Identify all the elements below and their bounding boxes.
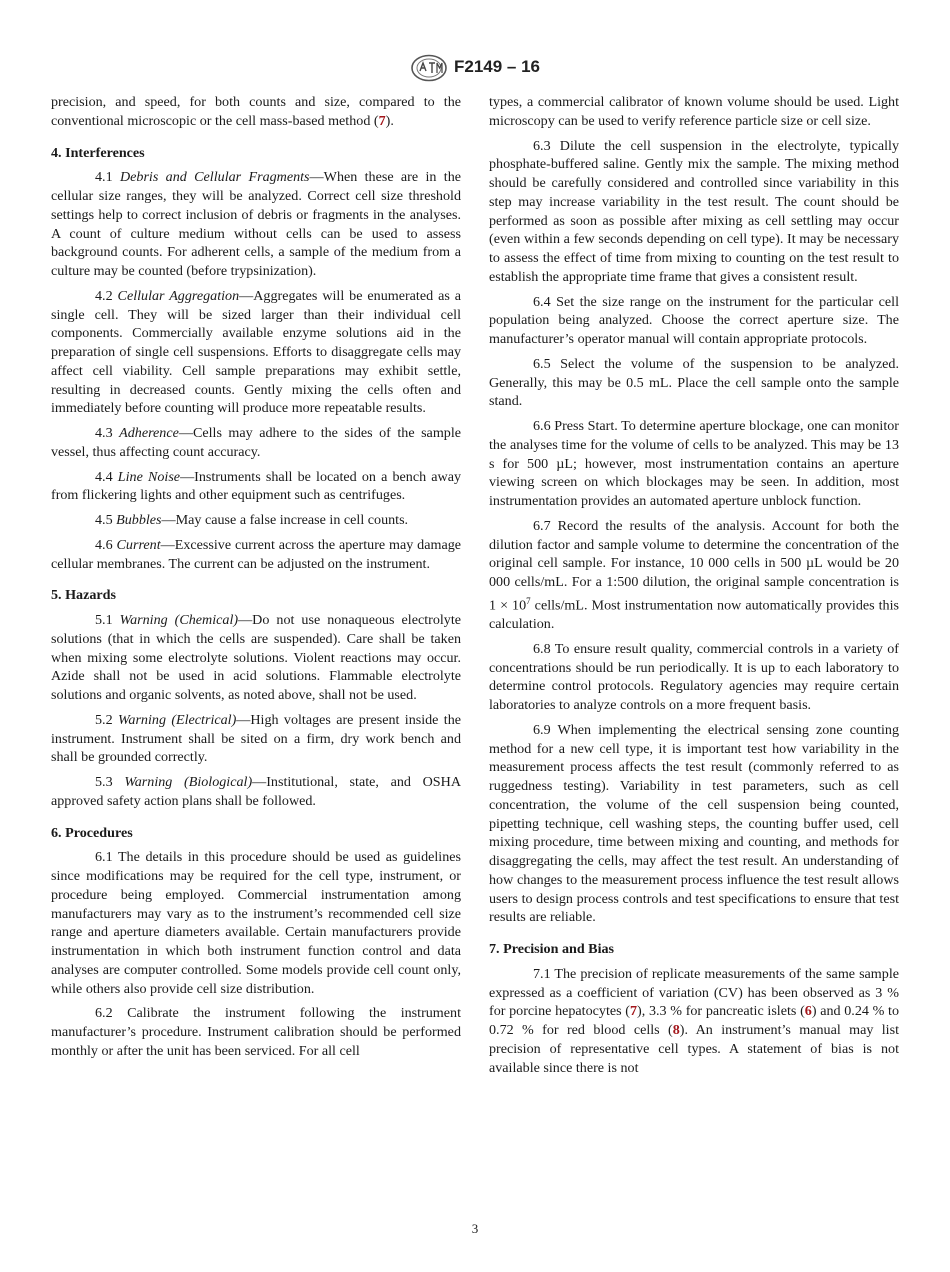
paragraph-4-3: 4.3 Adherence—Cells may adhere to the sides of the sample vessel, thus affecting count accuracy. <box>51 425 461 460</box>
reference-link[interactable]: 8 <box>672 1022 680 1039</box>
paragraph-6-4: 6.4 Set the size range on the instrument for the particular cell population being analyzed. Choose the correct aperture size. The manufacturer’s operator manual will contain appropriate protocols. <box>489 293 899 347</box>
page-number: 3 <box>471 1221 479 1236</box>
section-heading-precision-bias: 7. Precision and Bias <box>489 941 615 958</box>
reference-link[interactable]: 6 <box>804 1003 812 1020</box>
section-heading-hazards: 5. Hazards <box>51 587 116 604</box>
paragraph-4-5: 4.5 Bubbles—May cause a false increase in cell counts. <box>95 512 409 528</box>
reference-link[interactable]: 7 <box>378 112 386 129</box>
paragraph-4-4: 4.4 Line Noise—Instruments shall be located on a bench away from flickering lights and other equipment such as centrifuges. <box>51 468 462 504</box>
paragraph-5-2: 5.2 Warning (Electrical)—High voltages are present inside the instrument. Instrument shall be sited on a firm, dry work bench and shall be grounded correctly. <box>51 711 461 766</box>
paragraph-6-7: 6.7 Record the results of the analysis. Account for both the dilution factor and sample volume to determine the concentration of the original cell sample. For instance, 10 000 cells in 500 µL would be 20 000 cells/mL. For a 1:500 dilution, the original sample concentration is $1 \times 10^7$ cells/mL. Most instrumentation now automatically provides this calculation. <box>489 517 900 633</box>
paragraph-4-2: 4.2 Cellular Aggregation—Aggregates will be enumerated as a single cell. They will be sized larger than their individual cell components. Commercially available enzyme solutions aid in the preparation of single cell suspensions. Efforts to disaggregate cells may affect cell viability. Cell sample preparations may exhibit settle, resulting in decreased counts. Gently mixing the cells often and immediately before counting will produce more repeatable results. <box>51 287 461 417</box>
paragraph-5-3: 5.3 Warning (Biological)—Institutional, state, and OSHA approved safety action plans shall be followed. <box>51 774 462 809</box>
paragraph-6-2: 6.2 Calibrate the instrument following the instrument manufacturer’s procedure. Instrument calibration should be performed monthly or after the unit has been serviced. For all cell <box>51 1005 461 1059</box>
paragraph-6-6: 6.6 Press Start. To determine aperture blockage, one can monitor the analyses time for the volume of cells to be analyzed. This may be 13 s for 500 µL; however, most instrumentation contains an aperture viewing screen on which blockages may be seen. In addition, most instrumentation provides an automated aperture unblock function. <box>489 418 899 509</box>
paragraph-6-1: 6.1 The details in this procedure should be used as guidelines since modifications may be required for the cell type, instrument, or procedure being employed. Commercial instrumentation among manufacturers may vary as to the instrument’s recommended cell size range and aperture diameters available. Certain manufacturers provide instrumentation in which both instrument function control and data analyses are computer controlled. Some models provide cell count only, while others also provide cell size distribution. <box>51 849 461 997</box>
reference-link[interactable]: 7 <box>630 1003 638 1020</box>
paragraph-5-1: 5.1 Warning (Chemical)—Do not use nonaqueous electrolyte solutions (that in which the cells are suspended). Care shall be taken when mixing some electrolyte solutions. Violent reactions may occur. Azide shall not be used in acid solutions. Flammable electrolyte solutions and organic solvents, as noted above, shall not be used. <box>51 612 461 703</box>
paragraph-6-2-continued: types, a commercial calibrator of known volume should be used. Light microscopy can be used to verify reference particle size or cell size. <box>489 94 899 129</box>
paragraph-6-3: 6.3 Dilute the cell suspension in the electrolyte, typically phosphate-buffered saline. Gently mix the sample. The mixing method should be carefully considered and controlled since variability in this step may increase variability in the test result. The count should be performed as soon as possible after mixing as cell settling may occur (even within a few seconds depending on cell type). It may be necessary to assess the effect of time from mixing to counting on the test result to establish the appropriate time frame that gives a consistent result. <box>489 137 899 285</box>
intro-paragraph: precision, and speed, for both counts and size, compared to the conventional microscopic or the cell mass-based method (7). <box>51 94 461 129</box>
page-header <box>0 54 950 84</box>
paragraph-6-5: 6.5 Select the volume of the suspension to be analyzed. Generally, this may be 0.5 mL. Place the cell sample onto the sample stand. <box>489 355 899 410</box>
section-heading-interferences: 4. Interferences <box>51 144 145 161</box>
section-heading-procedures: 6. Procedures <box>51 824 133 841</box>
paragraph-4-6: 4.6 Current—Excessive current across the aperture may damage cellular membranes. The current can be adjusted on the instrument. <box>51 536 462 572</box>
left-column <box>51 93 461 1067</box>
paragraph-4-1: 4.1 Debris and Cellular Fragments—When these are in the cellular size ranges, they will be analyzed. Correct cell size threshold settings help to correct inclusion of debris or fragments in the analyses. A count of culture medium without cells can be used to assess background counts. For adherent cells, a sample of the medium from a culture may be counted (before trypsinization). <box>51 169 461 279</box>
right-column <box>489 93 899 1083</box>
paragraph-6-8: 6.8 To ensure result quality, commercial controls in a variety of concentrations should be run periodically. It is up to each laboratory to determine control protocols. Regulatory agencies may require certain laboratories to analyze controls on a more frequent basis. <box>489 640 899 714</box>
paragraph-6-9: 6.9 When implementing the electrical sensing zone counting method for a new cell type, it is important test how variability in the measurement process affects the test result (commonly referred to as ruggedness testing). Variability in test parameters, such as cell concentration, the volume of the cell suspension being counted, pipetting technique, cell washing steps, the counting buffer used, cell mixing procedure, time between mixing and counting, and methods for disaggregating the cells, may affect the test result. An understanding of how changes to the measurement process influence the test result allows users to design process controls and test specifications to ensure that test results are reliable. <box>489 721 899 926</box>
paragraph-7-1: 7.1 The precision of replicate measurements of the same sample expressed as a coefficient of variation (CV) has been observed as 3 % for porcine hepatocytes (7), 3.3 % for pancreatic islets (6) and 0.24 % to 0.72 % for red blood cells (8). An instrument’s manual may list precision of representative cell types. A statement of bias is not available since there is not <box>489 965 900 1076</box>
astm-logo-icon <box>410 54 448 82</box>
standard-designation: F2149 – 16 <box>454 57 541 76</box>
